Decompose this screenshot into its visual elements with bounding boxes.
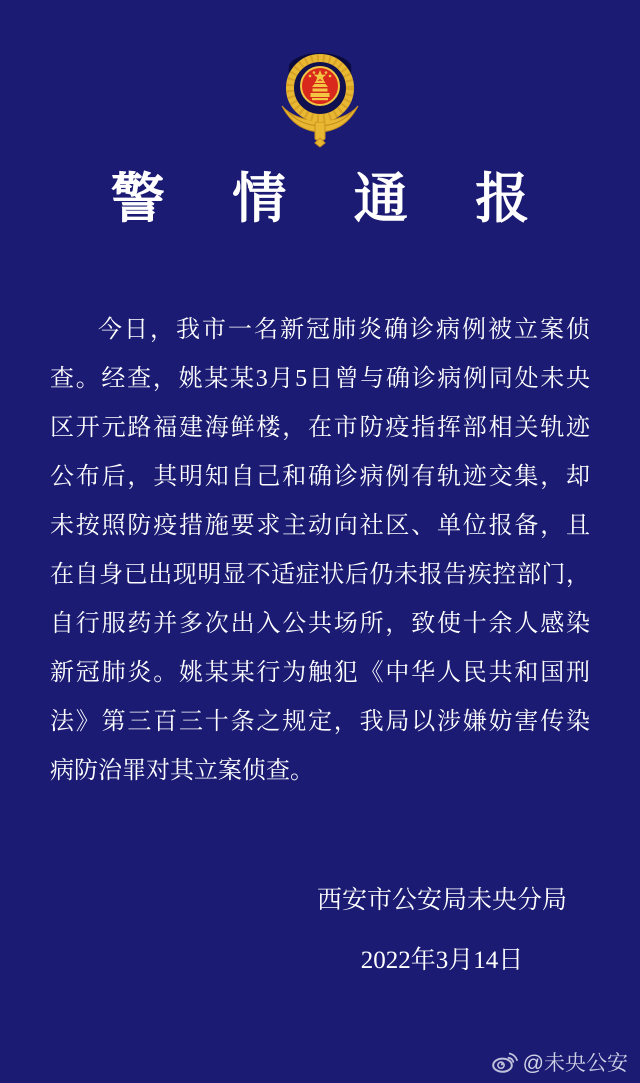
signoff-block xyxy=(317,884,567,978)
issue-date: 2022年3月14日 xyxy=(360,947,524,974)
notice-line: 新冠肺炎。姚某某行为触犯《中华人民共和国刑 xyxy=(50,660,590,686)
notice-line: 今日，我市一名新冠肺炎确诊病例被立案侦 xyxy=(98,317,590,343)
police-emblem-icon xyxy=(278,50,362,148)
issuing-authority: 西安市公安局未央分局 xyxy=(316,887,567,914)
notice-line: 自行服药并多次出入公共场所，致使十余人感染 xyxy=(50,611,590,637)
page-title: 警 情 通 报 xyxy=(110,169,557,229)
notice-line: 查。经查，姚某某3月5日曾与确诊病例同处未央 xyxy=(50,366,590,392)
weibo-icon xyxy=(492,1051,518,1073)
notice-line: 公布后，其明知自己和确诊病例有轨迹交集，却 xyxy=(50,464,590,490)
notice-line: 区开元路福建海鲜楼，在市防疫指挥部相关轨迹 xyxy=(50,415,590,441)
notice-line: 在自身已出现明显不适症状后仍未报告疾控部门， xyxy=(50,562,590,588)
weibo-handle: @未央公安 xyxy=(522,1052,628,1075)
notice-line: 病防治罪对其立案侦查。 xyxy=(50,758,314,784)
notice-body xyxy=(50,306,590,796)
notice-line: 法》第三百三十条之规定，我局以涉嫌妨害传染 xyxy=(50,709,590,735)
notice-line: 未按照防疫措施要求主动向社区、单位报备，且 xyxy=(50,513,590,539)
weibo-watermark xyxy=(492,1047,628,1077)
